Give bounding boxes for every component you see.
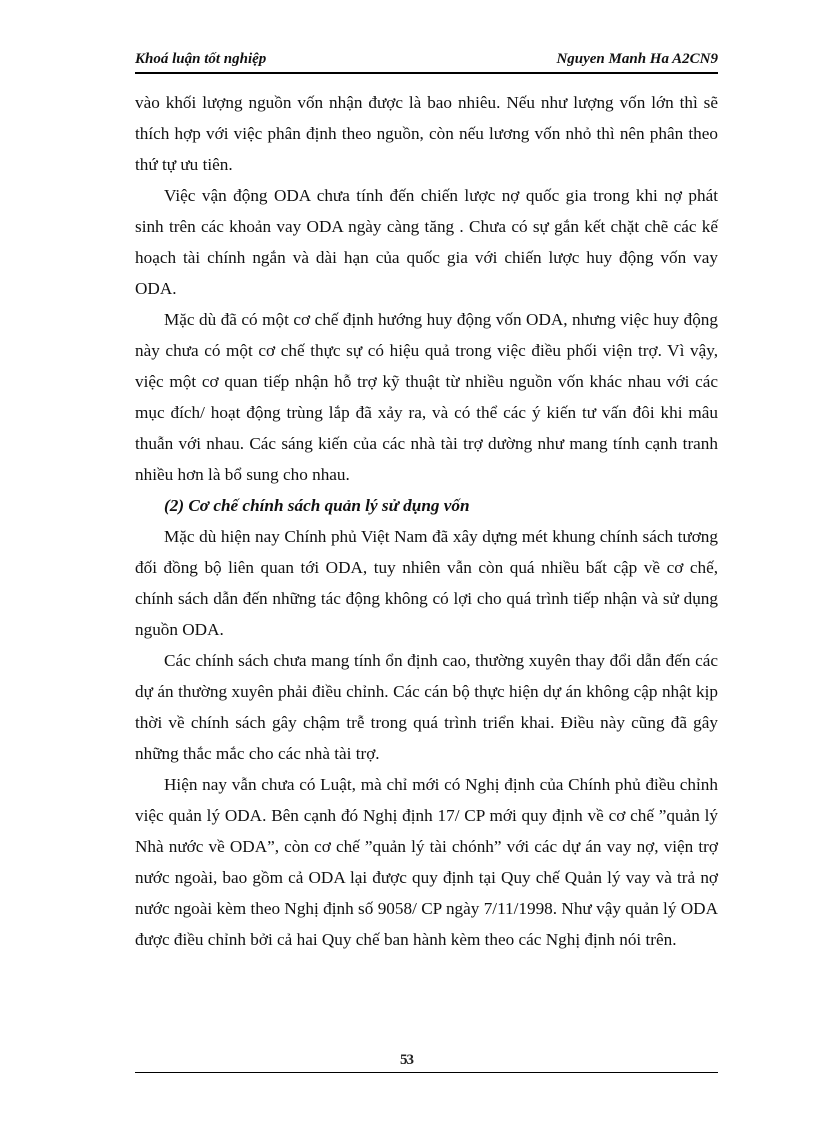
paragraph-policy-instability: Các chính sách chưa mang tính ổn định cao, thường xuyên thay đổi dẫn đến các dự án thường xuyên phải điều chỉnh. Các cán bộ thực hiện dự án không cập nhật kịp thời về chính sách gây chậm trễ trong quá trình triển khai. Điều này cũng đã gây những thắc mắc cho các nhà tài trợ. — [135, 651, 718, 763]
paragraph-continuation: vào khối lượng nguồn vốn nhận được là bao nhiêu. Nếu như lượng vốn lớn thì sẽ thích hợp với việc phân định theo nguồn, còn nếu lương vốn nhỏ thì nên phân theo thứ tự ưu tiên. — [135, 93, 718, 174]
paragraph-oda-mobilization: Việc vận động ODA chưa tính đến chiến lược nợ quốc gia trong khi nợ phát sinh trên các khoản vay ODA ngày càng tăng . Chưa có sự gắn kết chặt chẽ các kế hoạch tài chính ngắn và dài hạn của quốc gia với chiến lược huy động vốn vay ODA. — [135, 186, 718, 298]
page-header — [135, 50, 718, 74]
header-thesis-title: Khoá luận tốt nghiệp — [135, 51, 267, 67]
body-text — [135, 87, 718, 955]
paragraph-coordination: Mặc dù đã có một cơ chế định hướng huy động vốn ODA, nhưng việc huy động này chưa có một cơ chế thực sự có hiệu quả trong việc điều phối viện trợ. Vì vậy, việc một cơ quan tiếp nhận hỗ trợ kỹ thuật từ nhiều nguồn vốn khác nhau với các mục đích/ hoạt động trùng lắp đã xảy ra, và có thể các ý kiến tư vấn đôi khi mâu thuẫn với nhau. Các sáng kiến của các nhà tài trợ dường như mang tính cạnh tranh nhiều hơn là bổ sung cho nhau. — [135, 310, 718, 484]
paragraph-legal-basis: Hiện nay vẫn chưa có Luật, mà chỉ mới có Nghị định của Chính phủ điều chỉnh việc quản lý ODA. Bên cạnh đó Nghị định 17/ CP mới quy định về cơ chế ”quản lý Nhà nước về ODA”, còn cơ chế ”quản lý tài chónh” với các dự án vay nợ, viện trợ nước ngoài, bao gồm cả ODA lại được quy định tại Quy chế Quản lý vay và trả nợ nước ngoài kèm theo Nghị định số 9058/ CP ngày 7/11/1998. Như vậy quản lý ODA được điều chỉnh bởi cả hai Quy chế ban hành kèm theo các Nghị định nói trên. — [135, 775, 718, 949]
footer-rule — [135, 1072, 718, 1073]
section-heading: (2) Cơ chế chính sách quản lý sử dụng vốn — [164, 496, 470, 515]
page-number: 53 — [400, 1052, 413, 1068]
paragraph-policy-framework: Mặc dù hiện nay Chính phủ Việt Nam đã xây dựng mét khung chính sách tương đối đồng bộ liên quan tới ODA, tuy nhiên vẫn còn quá nhiều bất cập về cơ chế, chính sách dẫn đến những tác động không có lợi cho quá trình tiếp nhận và sử dụng nguồn ODA. — [135, 527, 718, 639]
header-author: Nguyen Manh Ha A2CN9 — [556, 51, 718, 67]
